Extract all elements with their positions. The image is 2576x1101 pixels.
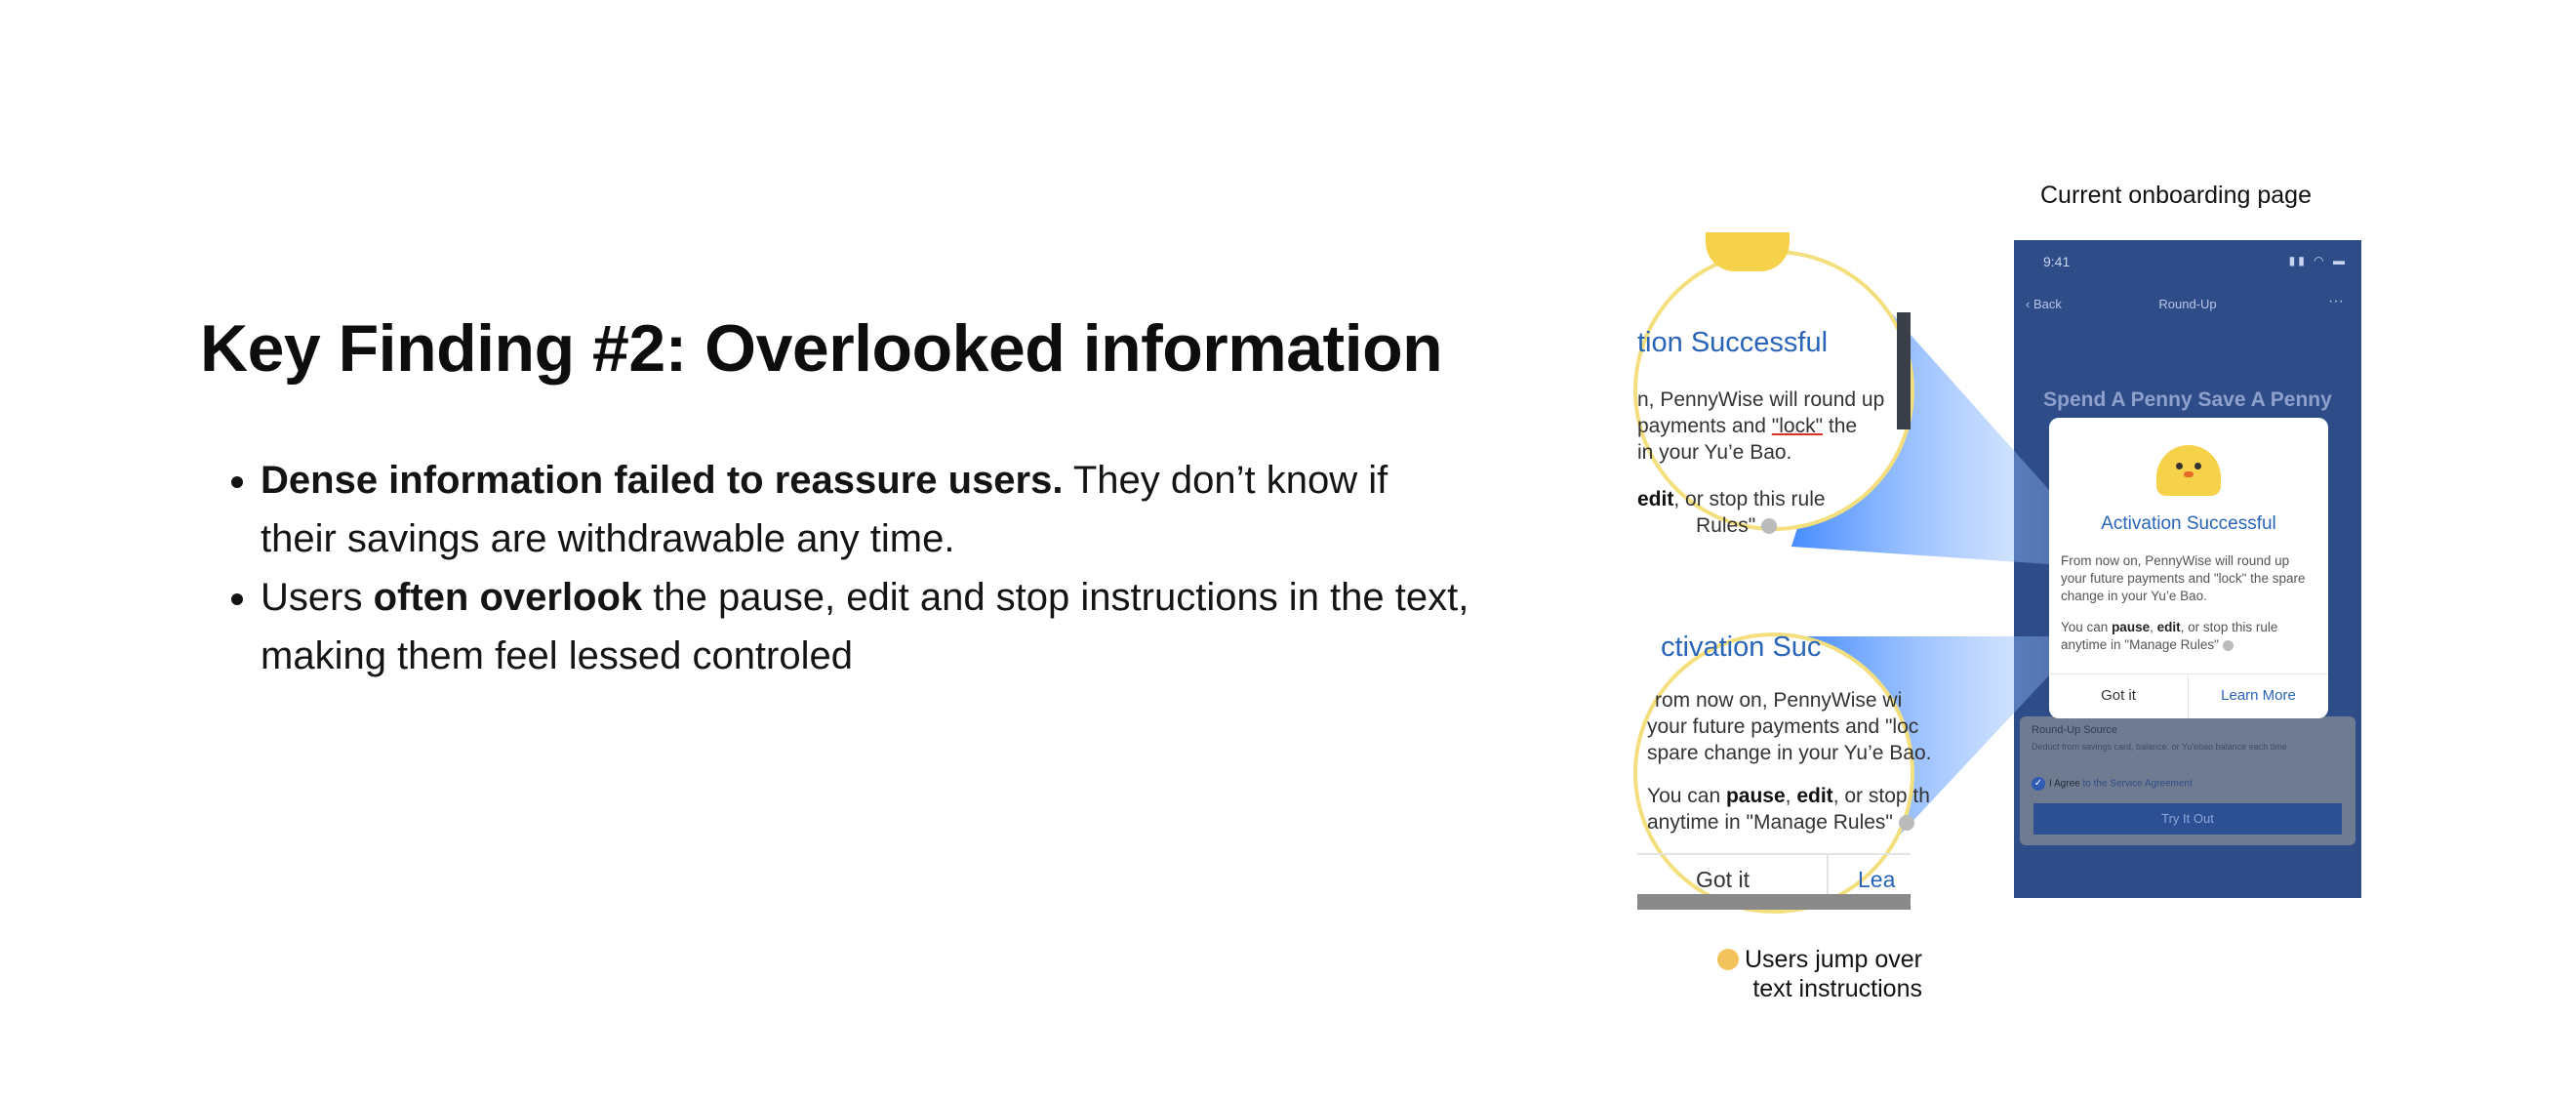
caption-bottom-line-1 [1649,945,1922,974]
zoom1-lock-highlight: "lock" [1771,415,1824,437]
nav-title: Round-Up [2158,297,2217,311]
zoom1-line-5 [1696,512,1777,539]
signal-battery-icon: ▮▮ ◠ ▬ [2288,254,2348,267]
source-description: Deduct from savings card, balance, or Yu'ebao balance each time [2032,742,2287,752]
source-title: Round-Up Source [2032,724,2118,736]
zoom2-divider [1637,853,1911,855]
zoom-circle-lock [1633,250,1914,537]
finding-1-bold: Dense information failed to reassure users. [261,459,1064,502]
modal-title: Activation Successful [2101,513,2276,534]
zoom1-l5: Rules" [1696,514,1756,537]
p2-pre: You can [2061,620,2113,634]
zoom2-info-icon [1899,815,1914,831]
zoom2-line-1: rom now on, PennyWise wi [1655,689,1903,712]
zoom1-l4-post: , or stop this rule [1673,488,1826,510]
zoom1-title: tion Successful [1637,327,1829,358]
status-time: 9:41 [2043,254,2071,269]
zoom-edge-shadow [1897,312,1911,429]
slide-title: Key Finding #2: Overlooked information [200,311,1443,386]
zoom2-pause: pause [1725,785,1786,807]
zoom1-edit: edit [1637,488,1674,510]
zoom1-line-2 [1637,413,1857,439]
try-it-out-button[interactable]: Try It Out [2033,803,2342,835]
p2-pause: pause [2112,620,2151,634]
caption-bottom-text-1: Users jump over [1745,946,1922,973]
p2-sep: , [2150,620,2157,634]
p2-edit: edit [2156,620,2181,634]
zoom1-line-1: n, PennyWise will round up [1637,388,1885,411]
zoom-circle-instructions [1633,632,1932,914]
finding-1-rest: They don’t know if their savings are withdrawable any time. [261,459,1389,560]
caption-current-onboarding: Current onboarding page [2040,182,2312,209]
agree-label: I Agree [2049,778,2080,790]
learn-more-button[interactable]: Learn More [2221,687,2296,704]
zoom2-l5: anytime in "Manage Rules" [1647,811,1893,834]
finding-2-bold: often overlook [373,576,643,619]
zoom-mascot-icon [1706,232,1790,271]
back-label: Back [2033,297,2062,311]
caption-users-jump-over [1649,945,1922,1003]
got-it-button[interactable]: Got it [2101,687,2136,704]
zoom2-l4-pre: You can [1647,785,1726,807]
caption-bottom-line-2: text instructions [1752,975,1922,1002]
zoom1-line-3: in your Yu’e Bao. [1637,441,1792,464]
zoom1-info-icon [1761,518,1777,534]
zoom2-edit: edit [1796,785,1833,807]
service-agreement-link[interactable]: to the Service Agreement [2082,778,2193,790]
grimace-emoji-icon [1717,949,1739,970]
zoom2-line-4 [1647,783,1930,809]
zoom1-line-4 [1637,486,1826,512]
more-icon[interactable]: ··· [2328,293,2344,309]
zoom2-learn: Lea [1858,867,1896,892]
zoom2-l4-post: , or stop th [1832,785,1930,807]
zoom1-l2-pre: payments and [1637,415,1772,437]
back-button[interactable]: ‹ Back [2026,297,2062,311]
p2-post: , or stop this rule anytime in "Manage Rules" [2061,620,2278,652]
zoom2-line-3: spare change in your Yu’e Bao. [1647,742,1932,764]
modal-paragraph-1: From now on, PennyWise will round up your future payments and "lock" the spare change in your Yu’e Bao. [2061,553,2306,603]
zoom1-l2-post: the [1823,415,1858,437]
finding-2-pre: Users [261,576,374,619]
zoom2-sep: , [1785,785,1797,807]
finding-2-rest: the pause, edit and stop instructions in the text, making them feel lessed controled [261,576,1469,677]
zoom2-line-2: your future payments and "loc [1647,715,1919,738]
zoom2-title: ctivation Suc [1661,632,1822,663]
zoom2-bottom-shadow [1637,894,1911,910]
headline: Spend A Penny Save A Penny [2043,388,2332,411]
zoom2-got-it: Got it [1696,867,1750,892]
zoom2-line-5 [1647,809,1914,836]
check-icon[interactable]: ✓ [2032,777,2045,791]
